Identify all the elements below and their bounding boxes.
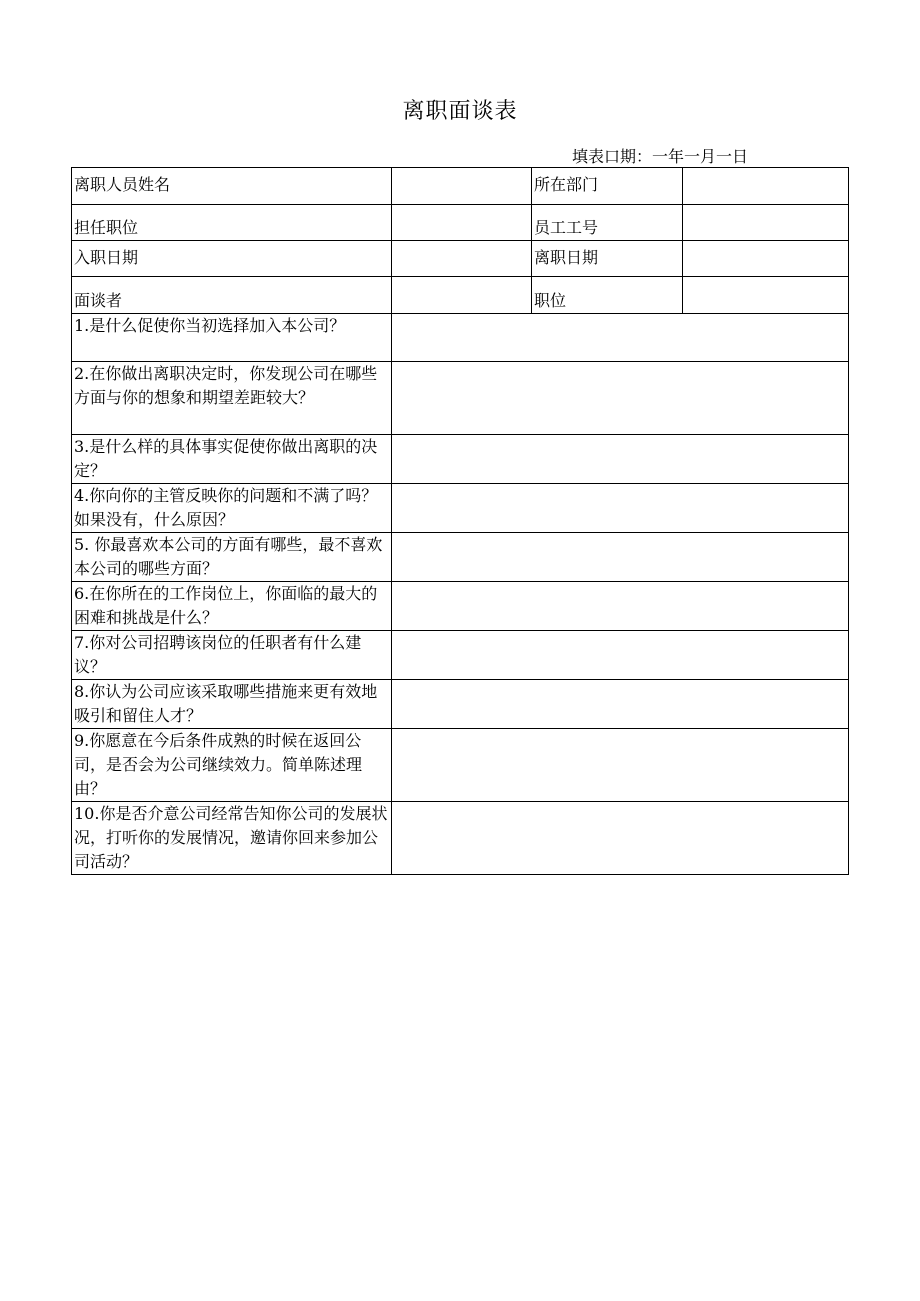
interviewer-field[interactable] (392, 277, 532, 314)
answer-field[interactable] (392, 802, 849, 875)
info-row (72, 277, 849, 314)
employee-id-label: 员工工号 (532, 205, 683, 241)
question-row (72, 582, 849, 631)
question-row (72, 362, 849, 435)
question-row (72, 729, 849, 802)
info-row (72, 241, 849, 277)
fill-date-label: 填表口期：一年一月一日 (572, 147, 749, 166)
interviewer-label: 面谈者 (72, 277, 392, 314)
hire-date-field[interactable] (392, 241, 532, 277)
question-text: 8.你认为公司应该采取哪些措施来更有效地吸引和留住人才？ (72, 680, 392, 729)
info-row (72, 168, 849, 205)
answer-field[interactable] (392, 729, 849, 802)
answer-field[interactable] (392, 362, 849, 435)
question-text: 3.是什么样的具体事实促使你做出离职的决定？ (72, 435, 392, 484)
question-text: 2.在你做出离职决定时，你发现公司在哪些方面与你的想象和期望差距较大？ (72, 362, 392, 435)
answer-field[interactable] (392, 582, 849, 631)
question-text: 7.你对公司招聘该岗位的任职者有什么建议？ (72, 631, 392, 680)
question-row (72, 680, 849, 729)
department-label: 所在部门 (532, 168, 683, 205)
answer-field[interactable] (392, 631, 849, 680)
question-row (72, 435, 849, 484)
question-row (72, 802, 849, 875)
question-text: 5. 你最喜欢本公司的方面有哪些，最不喜欢本公司的哪些方面？ (72, 533, 392, 582)
employee-id-field[interactable] (683, 205, 849, 241)
question-text: 10.你是否介意公司经常告知你公司的发展状况，打听你的发展情况，邀请你回来参加公司活动？ (72, 802, 392, 875)
question-row (72, 631, 849, 680)
question-row (72, 533, 849, 582)
interviewer-position-label: 职位 (532, 277, 683, 314)
page-title: 离职面谈表 (402, 99, 518, 124)
info-row (72, 205, 849, 241)
position-label: 担任职位 (72, 205, 392, 241)
name-field[interactable] (392, 168, 532, 205)
hire-date-label: 入职日期 (72, 241, 392, 277)
answer-field[interactable] (392, 680, 849, 729)
question-text: 6.在你所在的工作岗位上，你面临的最大的困难和挑战是什么？ (72, 582, 392, 631)
answer-field[interactable] (392, 484, 849, 533)
question-row (72, 314, 849, 362)
answer-field[interactable] (392, 435, 849, 484)
answer-field[interactable] (392, 314, 849, 362)
interviewer-position-field[interactable] (683, 277, 849, 314)
leave-date-label: 离职日期 (532, 241, 683, 277)
answer-field[interactable] (392, 533, 849, 582)
question-row (72, 484, 849, 533)
question-text: 9.你愿意在今后条件成熟的时候在返回公司，是否会为公司继续效力。简单陈述理由？ (72, 729, 392, 802)
exit-interview-form (71, 167, 849, 875)
question-text: 4.你向你的主管反映你的问题和不满了吗？如果没有，什么原因？ (72, 484, 392, 533)
name-label: 离职人员姓名 (72, 168, 392, 205)
position-field[interactable] (392, 205, 532, 241)
question-text: 1.是什么促使你当初选择加入本公司？ (72, 314, 392, 362)
department-field[interactable] (683, 168, 849, 205)
leave-date-field[interactable] (683, 241, 849, 277)
